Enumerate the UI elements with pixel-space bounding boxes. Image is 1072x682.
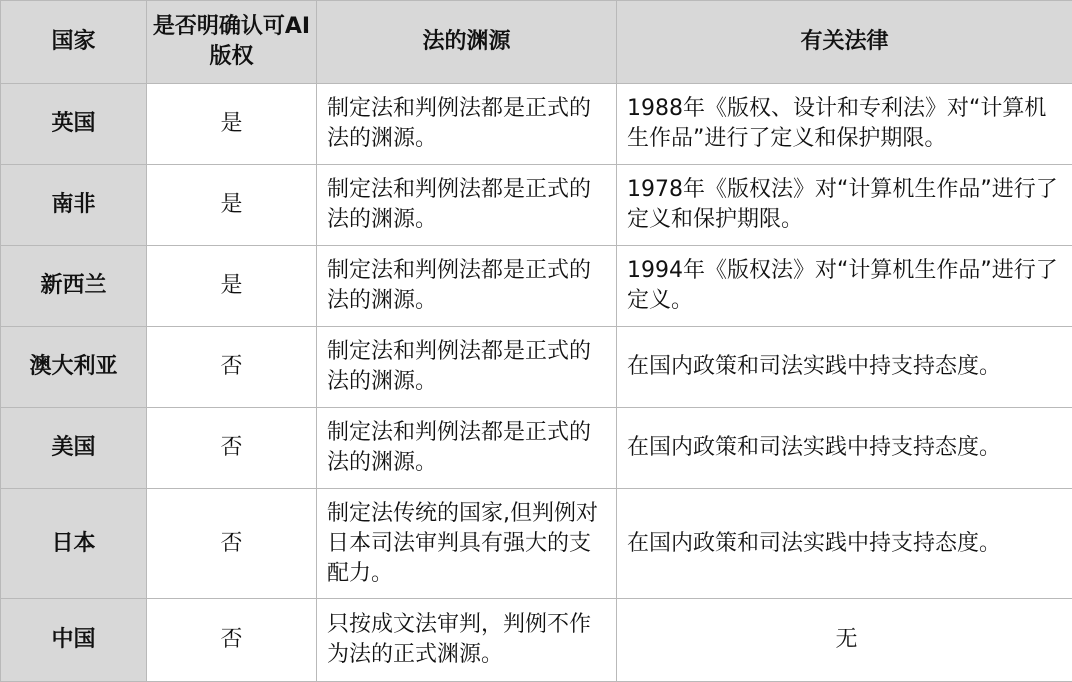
source-cell: 制定法传统的国家,但判例对日本司法审判具有强大的支配力。 <box>317 489 617 599</box>
table-row <box>1 84 1072 165</box>
law-cell: 1994年《版权法》对“计算机生作品”进行了定义。 <box>617 246 1072 327</box>
source-cell: 只按成文法审判，判例不作为法的正式渊源。 <box>317 599 617 682</box>
country-cell: 英国 <box>1 84 147 165</box>
recognized-cell: 否 <box>147 599 317 682</box>
table-row <box>1 327 1072 408</box>
recognized-cell: 否 <box>147 327 317 408</box>
table-row <box>1 599 1072 682</box>
source-cell: 制定法和判例法都是正式的法的渊源。 <box>317 246 617 327</box>
table-row <box>1 246 1072 327</box>
source-cell: 制定法和判例法都是正式的法的渊源。 <box>317 327 617 408</box>
recognized-cell: 是 <box>147 84 317 165</box>
country-cell: 美国 <box>1 408 147 489</box>
law-cell: 1988年《版权、设计和专利法》对“计算机生作品”进行了定义和保护期限。 <box>617 84 1072 165</box>
law-cell: 在国内政策和司法实践中持支持态度。 <box>617 489 1072 599</box>
law-cell: 在国内政策和司法实践中持支持态度。 <box>617 408 1072 489</box>
recognized-cell: 否 <box>147 408 317 489</box>
country-cell: 澳大利亚 <box>1 327 147 408</box>
recognized-cell: 是 <box>147 165 317 246</box>
country-cell: 日本 <box>1 489 147 599</box>
source-cell: 制定法和判例法都是正式的法的渊源。 <box>317 165 617 246</box>
country-cell: 中国 <box>1 599 147 682</box>
table-row <box>1 408 1072 489</box>
header-row <box>1 1 1072 84</box>
header-country: 国家 <box>1 1 147 84</box>
law-cell: 在国内政策和司法实践中持支持态度。 <box>617 327 1072 408</box>
header-source: 法的渊源 <box>317 1 617 84</box>
source-cell: 制定法和判例法都是正式的法的渊源。 <box>317 408 617 489</box>
table-row <box>1 165 1072 246</box>
law-cell: 无 <box>617 599 1072 682</box>
table-row <box>1 489 1072 599</box>
law-cell: 1978年《版权法》对“计算机生作品”进行了定义和保护期限。 <box>617 165 1072 246</box>
country-cell: 新西兰 <box>1 246 147 327</box>
header-recognized: 是否明确认可AI版权 <box>147 1 317 84</box>
country-cell: 南非 <box>1 165 147 246</box>
recognized-cell: 是 <box>147 246 317 327</box>
recognized-cell: 否 <box>147 489 317 599</box>
header-law: 有关法律 <box>617 1 1072 84</box>
source-cell: 制定法和判例法都是正式的法的渊源。 <box>317 84 617 165</box>
